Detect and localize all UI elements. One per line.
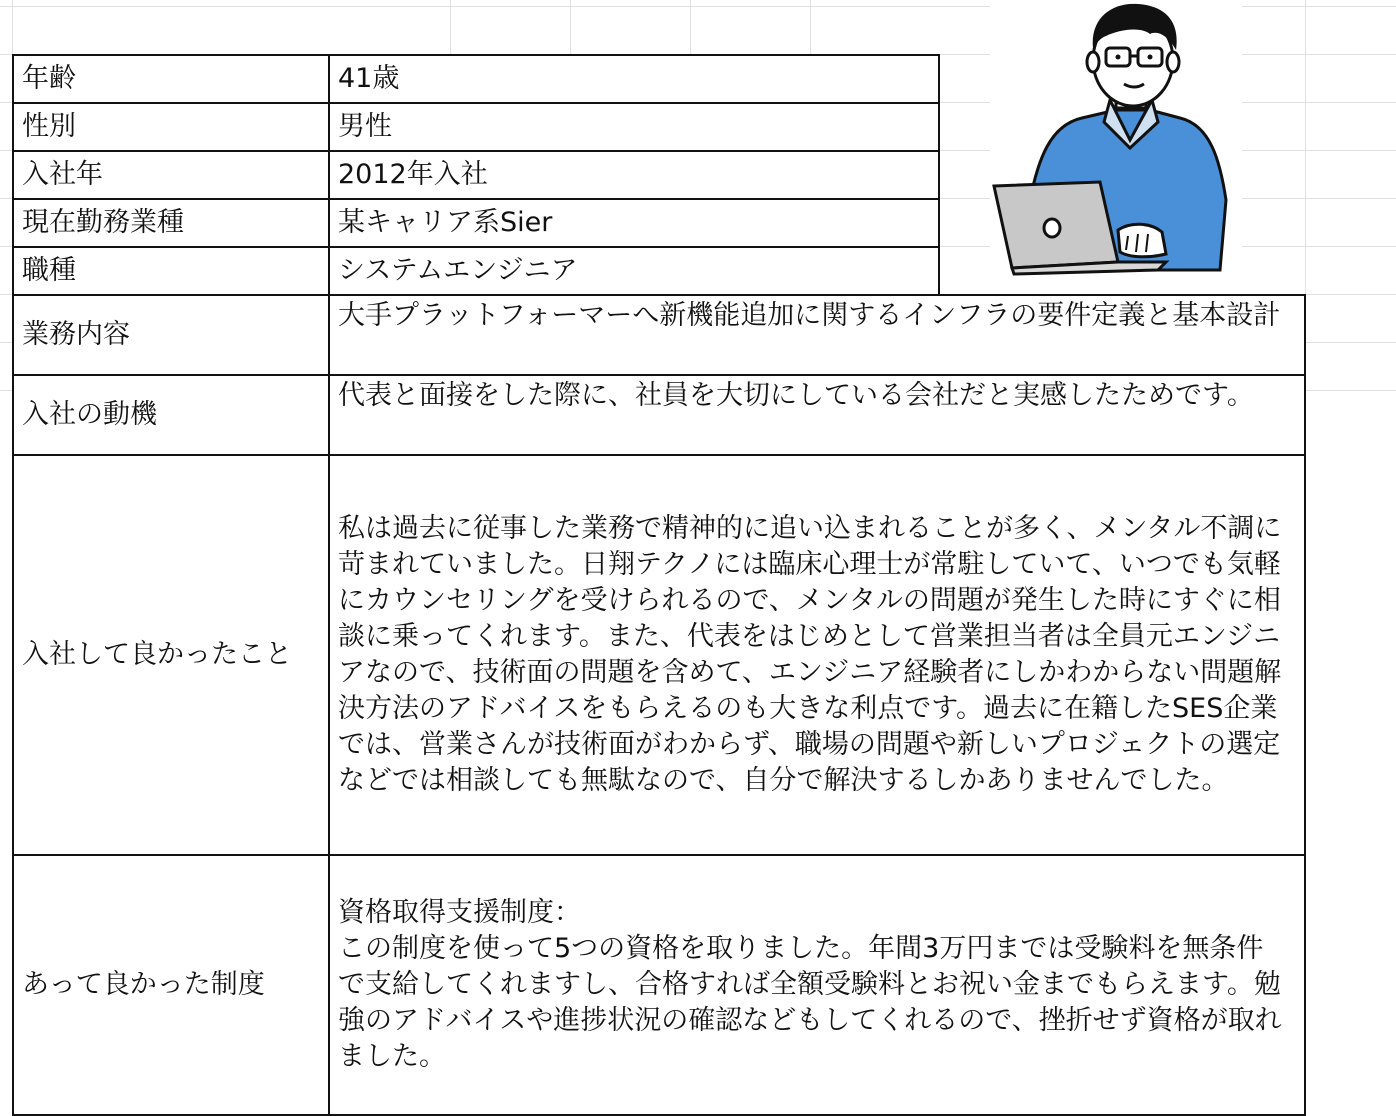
job-label-cell[interactable] (12, 246, 330, 296)
benefit-system-value-cell[interactable] (328, 854, 1306, 1116)
gender-label-cell[interactable] (12, 102, 330, 152)
age-value-cell[interactable] (328, 54, 940, 104)
join-year-label: 入社年 (22, 159, 103, 190)
good-points-value-cell[interactable] (328, 454, 1306, 856)
job-value-cell[interactable] (328, 246, 940, 296)
good-points-value: 私は過去に従事した業務で精神的に追い込まれることが多く、メンタル不調に苛まれていました。日翔テクノには臨床心理士が常駐していて、いつでも気軽にカウンセリングを受けられるので、メンタルの問題が発生した時にすぐに相談に乗ってくれます。また、代表をはじめとして営業担当者は全員元エンジニアなので、技術面の問題を含めて、エンジニア経験者にしかわからない問題解決方法のアドバイスをもらえるのも大きな利点です。過去に在籍したSES企業では、営業さんが技術面がわからず、職場の問題や新しいプロジェクトの選定などでは相談しても無駄なので、自分で解決するしかありませんでした。 (338, 513, 1282, 796)
age-label: 年齢 (22, 63, 76, 94)
work-label: 業務内容 (22, 319, 130, 350)
hand (1118, 224, 1166, 257)
industry-label-cell[interactable] (12, 198, 330, 248)
good-points-label: 入社して良かったこと (22, 639, 292, 670)
benefit-system-label-cell[interactable] (12, 854, 330, 1116)
gender-value: 男性 (338, 111, 392, 142)
motive-value: 代表と面接をした際に、社員を大切にしている会社だと実感したためです。 (338, 380, 1254, 411)
join-year-label-cell[interactable] (12, 150, 330, 200)
industry-label: 現在勤務業種 (22, 207, 184, 238)
work-label-cell[interactable] (12, 294, 330, 376)
industry-value-cell[interactable] (328, 198, 940, 248)
gender-label: 性別 (22, 111, 76, 142)
engineer-illustration (990, 0, 1242, 294)
age-value: 41歳 (338, 63, 400, 94)
join-year-value: 2012年入社 (338, 159, 488, 190)
job-label: 職種 (22, 255, 76, 286)
join-year-value-cell[interactable] (328, 150, 940, 200)
benefit-system-label: あって良かった制度 (22, 969, 265, 1000)
benefit-system-value: 資格取得支援制度： この制度を使って5つの資格を取りました。年間3万円までは受験料を無条件で支給してくれますし、合格すれば全額受験料とお祝い金までもらえます。勉強のアドバイスや進捗状況の確認などもしてくれるので、挫折せず資格が取れました。 (338, 897, 1282, 1072)
motive-label: 入社の動機 (22, 399, 157, 430)
work-value-cell[interactable] (328, 294, 1306, 376)
industry-value: 某キャリア系Sier (338, 207, 553, 238)
gender-value-cell[interactable] (328, 102, 940, 152)
job-value: システムエンジニア (338, 255, 578, 286)
motive-label-cell[interactable] (12, 374, 330, 456)
motive-value-cell[interactable] (328, 374, 1306, 456)
good-points-label-cell[interactable] (12, 454, 330, 856)
age-label-cell[interactable] (12, 54, 330, 104)
work-value: 大手プラットフォーマーへ新機能追加に関するインフラの要件定義と基本設計 (338, 300, 1281, 331)
